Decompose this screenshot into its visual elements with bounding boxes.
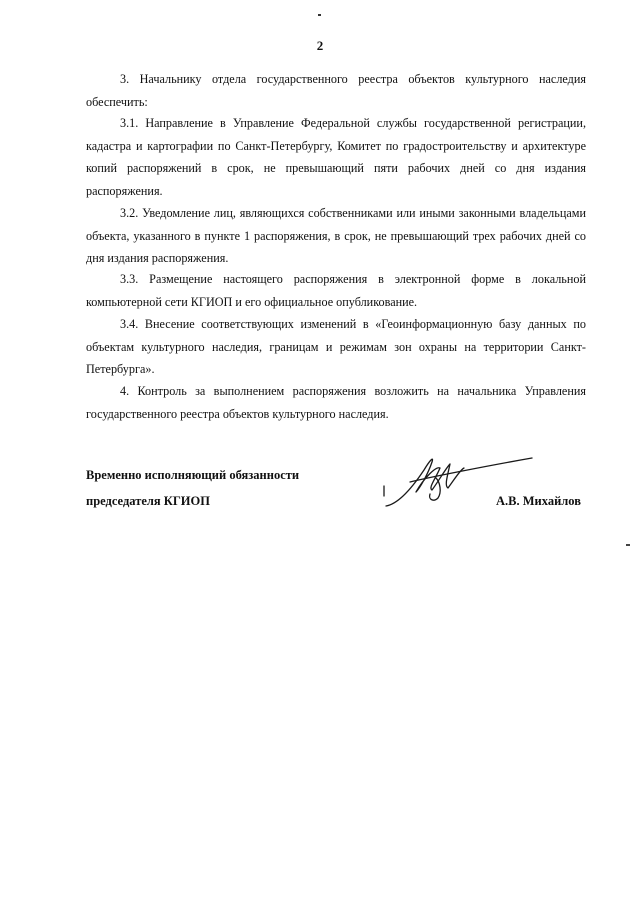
signatory-title-line-1: Временно исполняющий обязанности [86, 468, 300, 482]
margin-mark [626, 544, 630, 546]
paragraph-3-3: 3.3. Размещение настоящего распоряжения в электронной форме в локальной компьютерной сети КГИОП и его официальное опубликование. [86, 272, 586, 309]
paragraph-4: 4. Контроль за выполнением распоряжения возложить на начальника Управления государственного реестра объектов культурного наследия. [86, 384, 586, 421]
paragraph-3-4: 3.4. Внесение соответствующих изменений в «Геоинформационную базу данных по объектам культурного наследия, границам и режимам зон охраны на территории Санкт-Петербурга». [86, 317, 586, 376]
paragraph-3: 3. Начальнику отдела государственного реестра объектов культурного наследия обеспечить: [86, 72, 586, 109]
signatory-name: А.В. Михайлов [496, 494, 581, 508]
top-mark [318, 14, 321, 16]
signatory-title-line-2: председателя КГИОП [86, 494, 210, 508]
paragraph-3-2: 3.2. Уведомление лиц, являющихся собственниками или иными законными владельцами объекта, указанного в пункте 1 распоряжения, в срок, не превышающий трех рабочих дней со дня издания распоряжения. [86, 206, 586, 265]
paragraph-3-1: 3.1. Направление в Управление Федеральной службы государственной регистрации, кадастра и картографии по Санкт-Петербургу, Комитет по градостроительству и архитектуре копий распоряжений в срок, не превышающий пяти рабочих дней со дня издания распоряжения. [86, 116, 586, 198]
page-number: 2 [316, 38, 324, 53]
